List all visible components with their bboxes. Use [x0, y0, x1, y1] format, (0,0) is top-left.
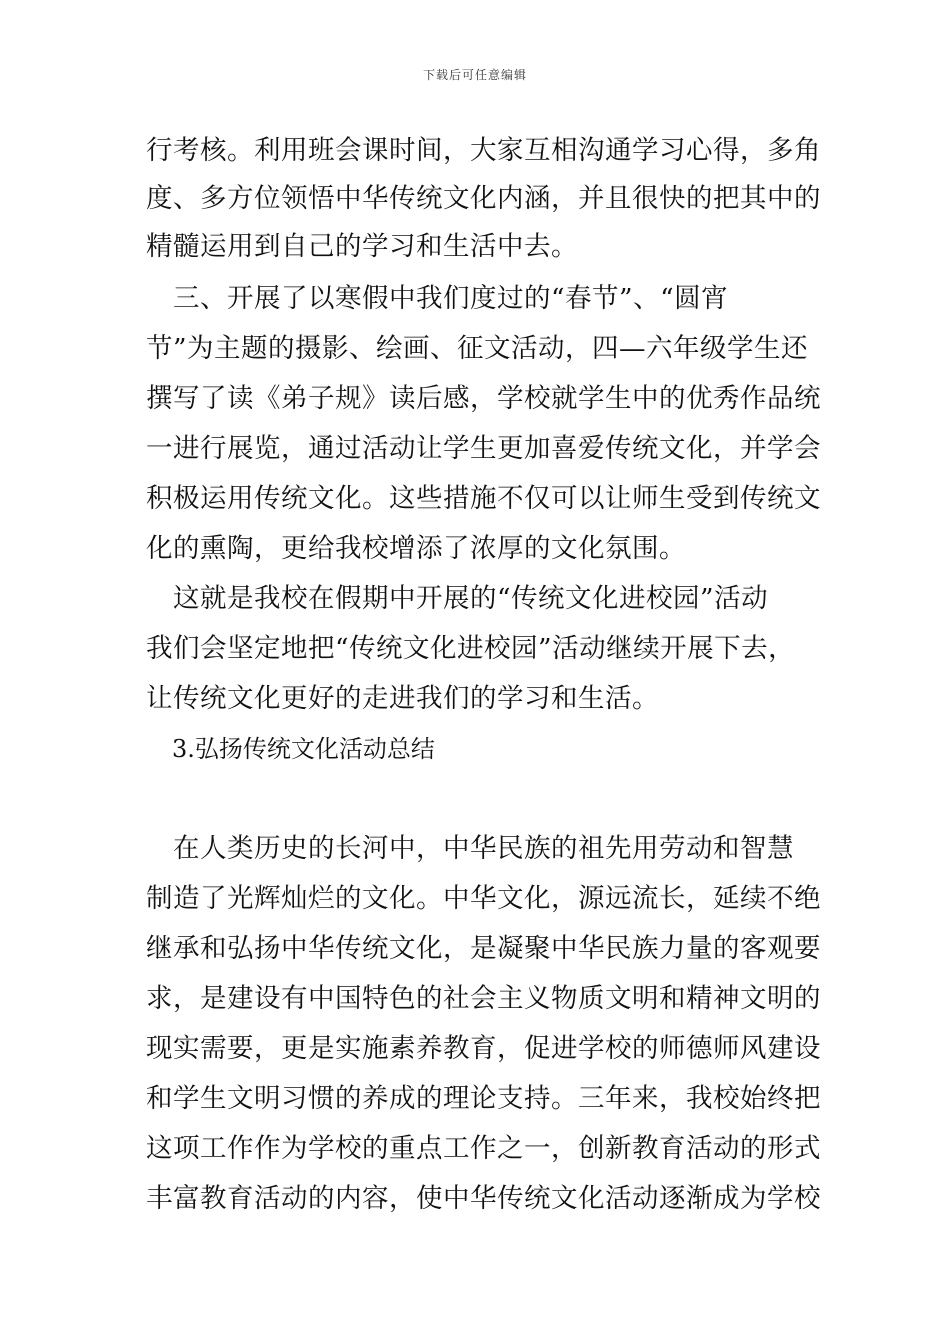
body-line: 现实需要，更是实施素养教育，促进学校的师德师风建设	[146, 1033, 821, 1064]
body-line: 制造了光辉灿烂的文化。中华文化，源远流长，延续不绝	[146, 883, 821, 914]
body-line: 撰写了读《弟子规》读后感，学校就学生中的优秀作品统	[146, 383, 821, 414]
body-line: 精髓运用到自己的学习和生活中去。	[146, 231, 578, 262]
body-line: 我们会坚定地把“传统文化进校园”活动继续开展下去，	[146, 633, 796, 664]
body-line: 求，是建设有中国特色的社会主义物质文明和精神文明的	[146, 983, 821, 1014]
body-line: 丰富教育活动的内容，使中华传统文化活动逐渐成为学校	[146, 1183, 821, 1214]
body-line: 行考核。利用班会课时间，大家互相沟通学习心得，多角	[146, 135, 821, 166]
body-line: 在人类历史的长河中，中华民族的祖先用劳动和智慧	[146, 833, 794, 864]
body-line: 积极运用传统文化。这些措施不仅可以让师生受到传统文	[146, 483, 821, 514]
body-line: 这就是我校在假期中开展的“传统文化进校园”活动	[146, 583, 769, 614]
body-line: 化的熏陶，更给我校增添了浓厚的文化氛围。	[146, 533, 686, 564]
body-line: 这项工作作为学校的重点工作之一，创新教育活动的形式	[146, 1133, 821, 1164]
body-line: 和学生文明习惯的养成的理论支持。三年来，我校始终把	[146, 1083, 821, 1114]
body-line: 三、开展了以寒假中我们度过的“春节”、“圆宵	[146, 283, 729, 314]
body-line: 节”为主题的摄影、绘画、征文活动，四—六年级学生还	[146, 333, 809, 364]
page-header: 下载后可任意编辑	[422, 68, 527, 82]
body-line: 继承和弘扬中华传统文化，是凝聚中华民族力量的客观要	[146, 933, 821, 964]
section-heading: 3.弘扬传统文化活动总结	[172, 735, 435, 763]
body-line: 一进行展览，通过活动让学生更加喜爱传统文化，并学会	[146, 433, 821, 464]
body-line: 度、多方位领悟中华传统文化内涵，并且很快的把其中的	[146, 183, 821, 214]
body-line: 让传统文化更好的走进我们的学习和生活。	[146, 683, 659, 714]
